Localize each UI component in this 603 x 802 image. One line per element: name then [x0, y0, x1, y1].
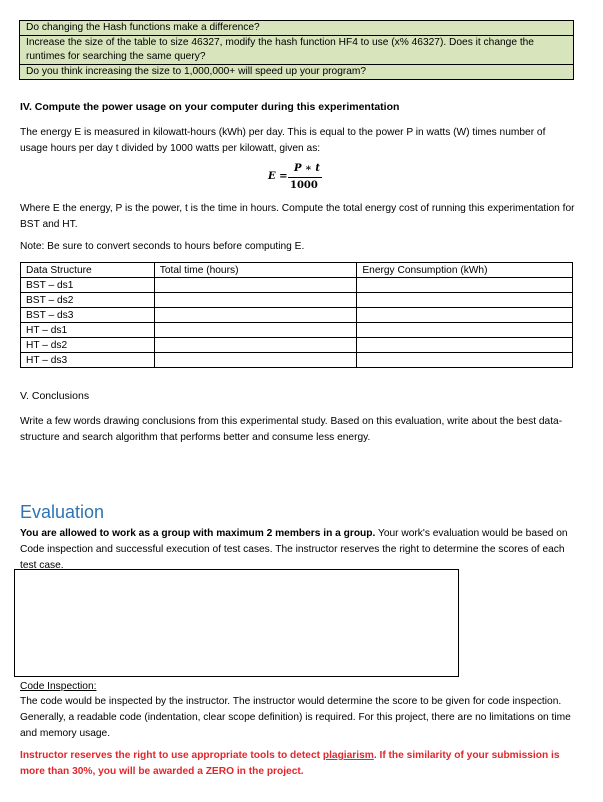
energy-cell[interactable]: [357, 338, 573, 353]
table-row: [21, 308, 573, 323]
table-row: [21, 338, 573, 353]
energy-cell[interactable]: [357, 308, 573, 323]
time-cell[interactable]: [154, 353, 357, 368]
section-4-heading: IV. Compute the power usage on your computer during this experimentation: [20, 101, 400, 113]
table-header-total-time: Total time (hours): [154, 263, 357, 278]
plagiarism-warning: [20, 748, 576, 780]
time-cell[interactable]: [154, 308, 357, 323]
energy-cell[interactable]: [357, 353, 573, 368]
hash-questions-box: [19, 20, 574, 80]
evaluation-intro-bold: You are allowed to work as a group with maximum 2 members in a group.: [20, 528, 376, 539]
time-cell[interactable]: [154, 293, 357, 308]
section-5-text: Write a few words drawing conclusions from this experimental study. Based on this evaluation, write about the best data-structure and search algorithm that performs better and consume less energy.: [20, 416, 563, 443]
table-row: [21, 278, 573, 293]
formula-lhs: E =: [268, 171, 288, 182]
energy-cell[interactable]: [357, 278, 573, 293]
table-header-energy: Energy Consumption (kWh): [357, 263, 573, 278]
plagiarism-link[interactable]: plagiarism: [322, 750, 374, 761]
code-inspection-label: Code Inspection:: [20, 681, 97, 692]
code-inspection-text: The code would be inspected by the instructor. The instructor would determine the score to be given for code inspection. Generally, a readable code (indentation, clear scope definition) is required. For this project, there are no limitations on time and memory usage.: [20, 696, 571, 739]
evaluation-score-box: [14, 569, 459, 677]
warning-after: . If the similarity of your submission is more than 30%, you will be awarded a ZERO in the project.: [20, 750, 560, 777]
row-label: HT – ds3: [21, 353, 155, 368]
hash-question-3: Do you think increasing the size to 1,000,000+ will speed up your program?: [20, 65, 573, 79]
hash-question-1: Do changing the Hash functions make a difference?: [20, 21, 573, 36]
table-row: [21, 353, 573, 368]
time-cell[interactable]: [154, 323, 357, 338]
energy-cell[interactable]: [357, 293, 573, 308]
section-4-intro: The energy E is measured in kilowatt-hours (kWh) per day. This is equal to the power P in watts (W) times number of usage hours per day t divided by 1000 watts per kilowatt, given as:: [20, 127, 546, 154]
formula-denominator: 1000: [290, 180, 318, 191]
formula-numerator: P ∗ t: [294, 163, 321, 174]
energy-table: [20, 262, 573, 368]
evaluation-intro: [20, 526, 576, 574]
row-label: BST – ds2: [21, 293, 155, 308]
energy-cell[interactable]: [357, 323, 573, 338]
table-row: [21, 323, 573, 338]
section-4-note: Note: Be sure to convert seconds to hours before computing E.: [20, 241, 305, 252]
time-cell[interactable]: [154, 278, 357, 293]
evaluation-title: Evaluation: [20, 502, 105, 522]
row-label: BST – ds3: [21, 308, 155, 323]
row-label: HT – ds2: [21, 338, 155, 353]
table-header-data-structure: Data Structure: [21, 263, 155, 278]
evaluation-intro-rest: Your work's evaluation would be based on Code inspection and successful execution of test cases. The instructor reserves the right to determine the scores of each test case.: [20, 528, 568, 571]
row-label: HT – ds1: [21, 323, 155, 338]
time-cell[interactable]: [154, 338, 357, 353]
table-header-row: [21, 263, 573, 278]
table-row: [21, 293, 573, 308]
hash-question-2: Increase the size of the table to size 46327, modify the hash function HF4 to use (x% 46327). Does it change the runtimes for searching the same query?: [20, 36, 573, 65]
row-label: BST – ds1: [21, 278, 155, 293]
warning-before: Instructor reserves the right to use appropriate tools to detect: [20, 750, 323, 761]
section-5-heading: V. Conclusions: [20, 390, 90, 402]
formula-fraction-bar: [288, 177, 322, 178]
section-4-where: Where E the energy, P is the power, t is the time in hours. Compute the total energy cost of running this experimentation for BST and HT.: [20, 203, 575, 230]
